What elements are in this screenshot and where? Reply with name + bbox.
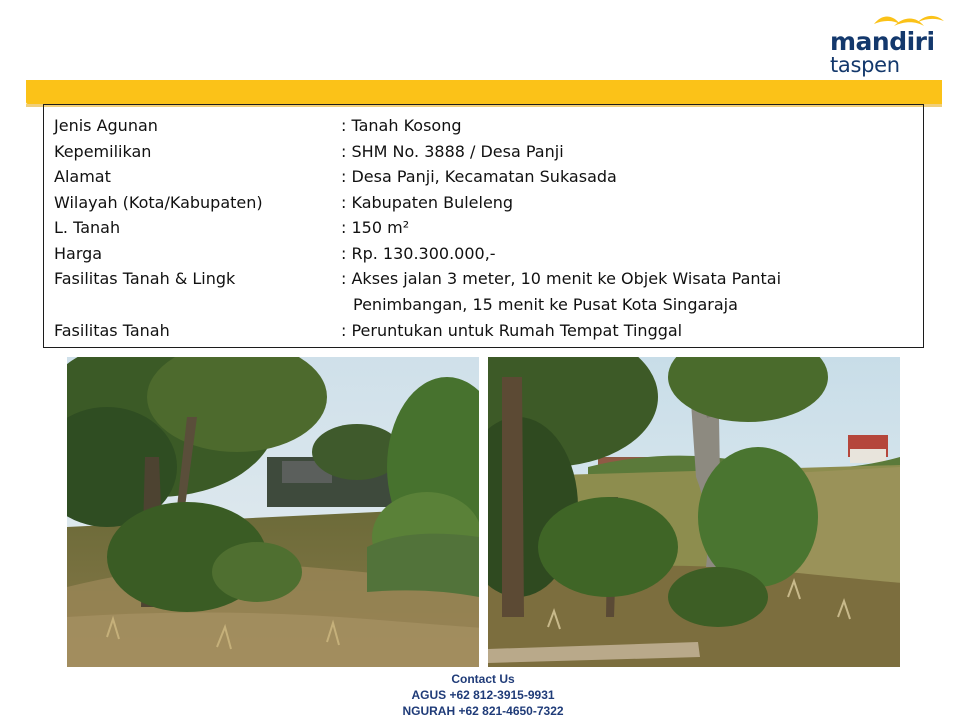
info-row-kepemilikan: [44, 139, 923, 164]
info-value: : SHM No. 3888 / Desa Panji: [341, 142, 564, 161]
info-row-luas-tanah: [44, 215, 923, 240]
mandiri-taspen-logo: [826, 8, 950, 77]
info-label: L. Tanah: [54, 218, 121, 237]
info-row-fasilitas-lingkungan-cont: [44, 292, 923, 317]
contact-heading: Contact Us: [451, 672, 515, 686]
info-row-jenis-agunan: [44, 113, 923, 138]
property-photo-left: [67, 357, 479, 667]
info-label: Fasilitas Tanah: [54, 321, 170, 340]
info-value: : Akses jalan 3 meter, 10 menit ke Objek Wisata Pantai: [341, 269, 782, 288]
info-row-alamat: [44, 164, 923, 189]
accent-band: [26, 80, 942, 104]
logo-word-taspen: taspen: [830, 53, 900, 77]
info-value: : Peruntukan untuk Rumah Tempat Tinggal: [341, 321, 683, 340]
info-row-fasilitas-tanah: [44, 318, 923, 343]
info-label: Jenis Agunan: [54, 116, 158, 135]
contact-line-ngurah: NGURAH +62 821-4650-7322: [402, 704, 564, 718]
info-value: : 150 m²: [341, 218, 410, 237]
info-label: Fasilitas Tanah & Lingk: [54, 269, 236, 288]
property-info-table: [43, 104, 924, 348]
info-value: : Kabupaten Buleleng: [341, 193, 514, 212]
info-value: : Tanah Kosong: [341, 116, 462, 135]
info-label: Alamat: [54, 167, 111, 186]
contact-block: [330, 671, 636, 719]
info-row-fasilitas-lingkungan: [44, 266, 923, 291]
info-value: : Rp. 130.300.000,-: [341, 244, 496, 263]
info-label: Wilayah (Kota/Kabupaten): [54, 193, 263, 212]
logo-word-mandiri: mandiri: [830, 27, 935, 56]
info-row-wilayah: [44, 190, 923, 215]
info-value: : Desa Panji, Kecamatan Sukasada: [341, 167, 617, 186]
info-row-harga: [44, 241, 923, 266]
info-label: Harga: [54, 244, 103, 263]
property-photo-right: [488, 357, 900, 667]
info-value-continued: Penimbangan, 15 menit ke Pusat Kota Singaraja: [353, 295, 738, 314]
info-label: Kepemilikan: [54, 142, 152, 161]
contact-line-agus: AGUS +62 812-3915-9931: [411, 688, 555, 702]
